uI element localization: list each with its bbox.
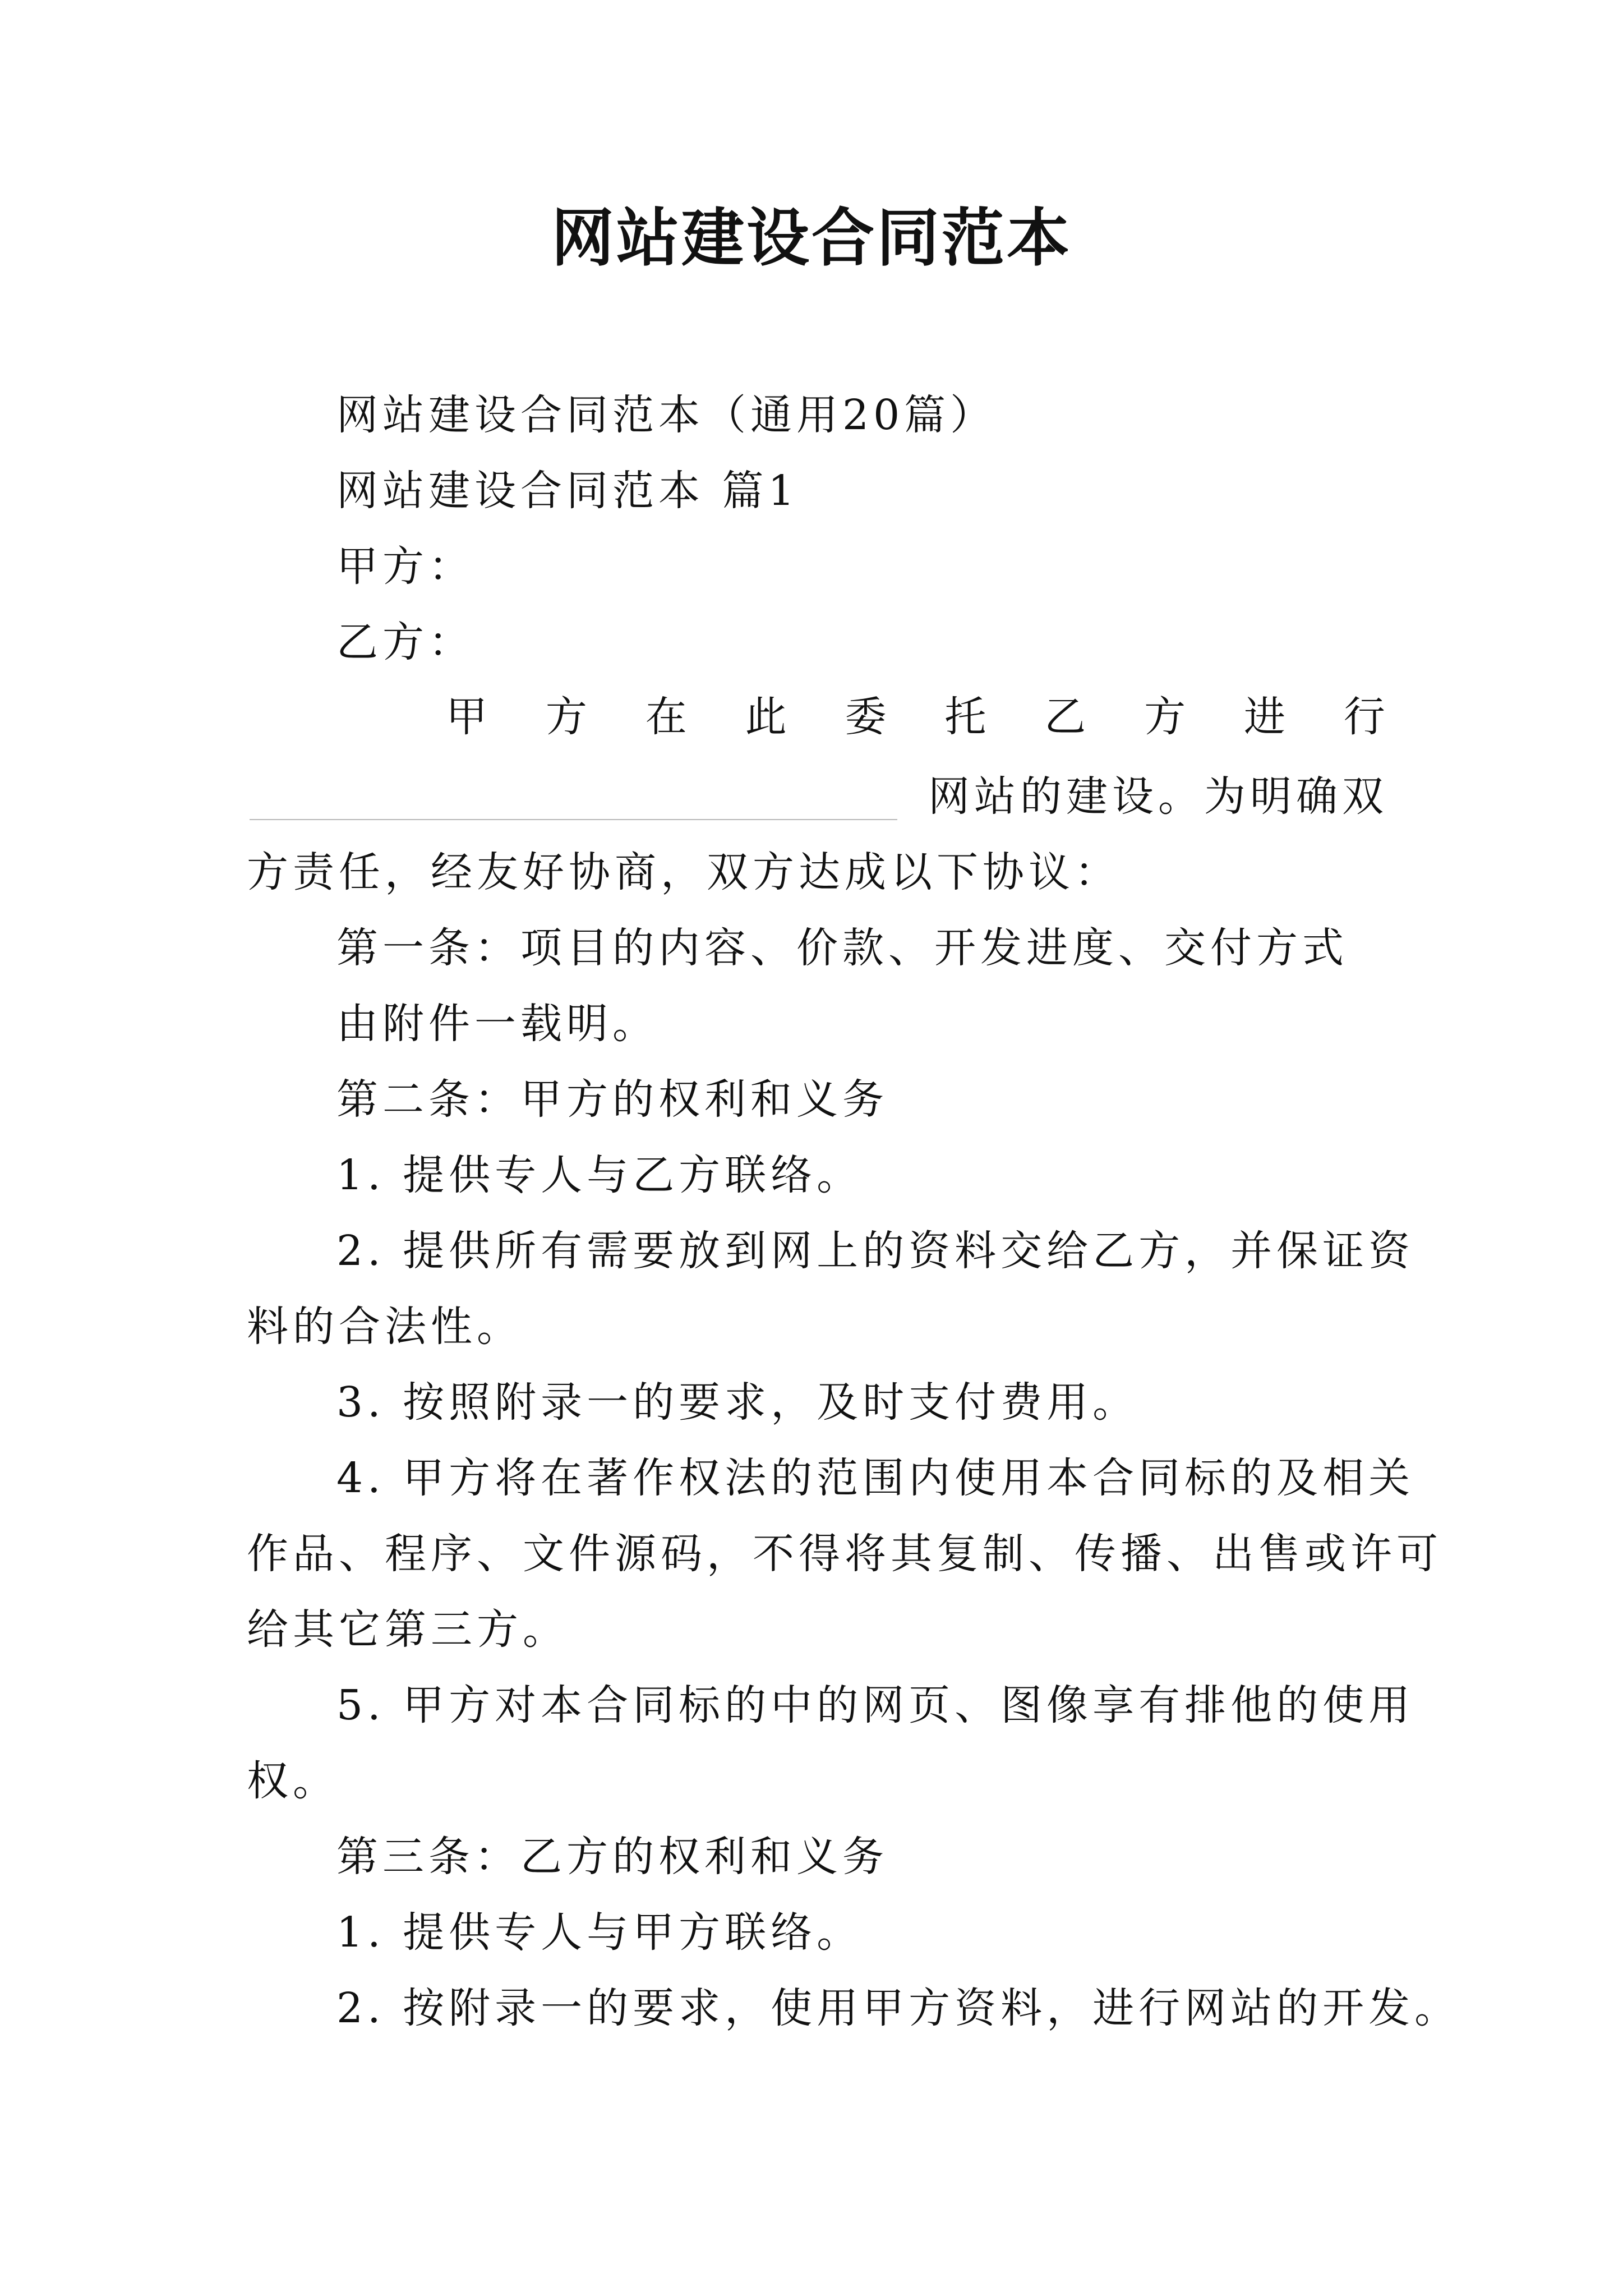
document-title: 网站建设合同范本 bbox=[551, 201, 1072, 275]
list-item-continuation: 料的合法性。 bbox=[247, 1303, 523, 1351]
list-item-continuation: 给其它第三方。 bbox=[247, 1605, 569, 1654]
list-item-continuation: 作品、程序、文件源码，不得将其复制、传播、出售或许可 bbox=[247, 1530, 1442, 1578]
body-line: 网站的建设。为明确双 bbox=[928, 772, 1388, 821]
party-a-label: 甲方： bbox=[336, 542, 474, 591]
spread-char: 托 bbox=[944, 693, 986, 741]
spread-char: 委 bbox=[845, 693, 887, 741]
spread-char: 行 bbox=[1343, 693, 1385, 741]
list-item: 2. 按附录一的要求，使用甲方资料，进行网站的开发。 bbox=[336, 1984, 1461, 2032]
spread-char: 方 bbox=[545, 693, 587, 741]
clause-heading: 第一条：项目的内容、价款、开发进度、交付方式 bbox=[336, 924, 1348, 972]
list-item-continuation: 权。 bbox=[247, 1757, 339, 1805]
list-item: 2. 提供所有需要放到网上的资料交给乙方，并保证资 bbox=[336, 1227, 1415, 1275]
spread-char: 甲 bbox=[446, 693, 487, 741]
clause-heading: 第二条：甲方的权利和义务 bbox=[336, 1075, 888, 1124]
fill-in-blank bbox=[250, 819, 897, 820]
list-item: 1. 提供专人与甲方联络。 bbox=[336, 1908, 863, 1957]
clause-heading: 第三条：乙方的权利和义务 bbox=[336, 1833, 888, 1881]
section-heading: 网站建设合同范本 篇1 bbox=[336, 467, 799, 515]
spread-char: 在 bbox=[645, 693, 687, 741]
spread-char: 方 bbox=[1144, 693, 1186, 741]
body-line: 方责任，经友好协商，双方达成以下协议： bbox=[247, 848, 1121, 896]
list-item: 3. 按照附录一的要求，及时支付费用。 bbox=[336, 1378, 1139, 1427]
spread-char: 乙 bbox=[1044, 693, 1086, 741]
list-item: 1. 提供专人与乙方联络。 bbox=[336, 1151, 863, 1199]
subtitle-line: 网站建设合同范本（通用20篇） bbox=[336, 391, 997, 439]
party-b-label: 乙方： bbox=[336, 618, 474, 666]
spread-char: 进 bbox=[1244, 693, 1285, 741]
list-item: 5. 甲方对本合同标的中的网页、图像享有排他的使用 bbox=[336, 1681, 1415, 1729]
spread-char: 此 bbox=[745, 693, 787, 741]
spread-text-line bbox=[446, 689, 1385, 745]
body-line: 由附件一载明。 bbox=[336, 1000, 658, 1048]
list-item: 4. 甲方将在著作权法的范围内使用本合同标的及相关 bbox=[336, 1454, 1415, 1502]
